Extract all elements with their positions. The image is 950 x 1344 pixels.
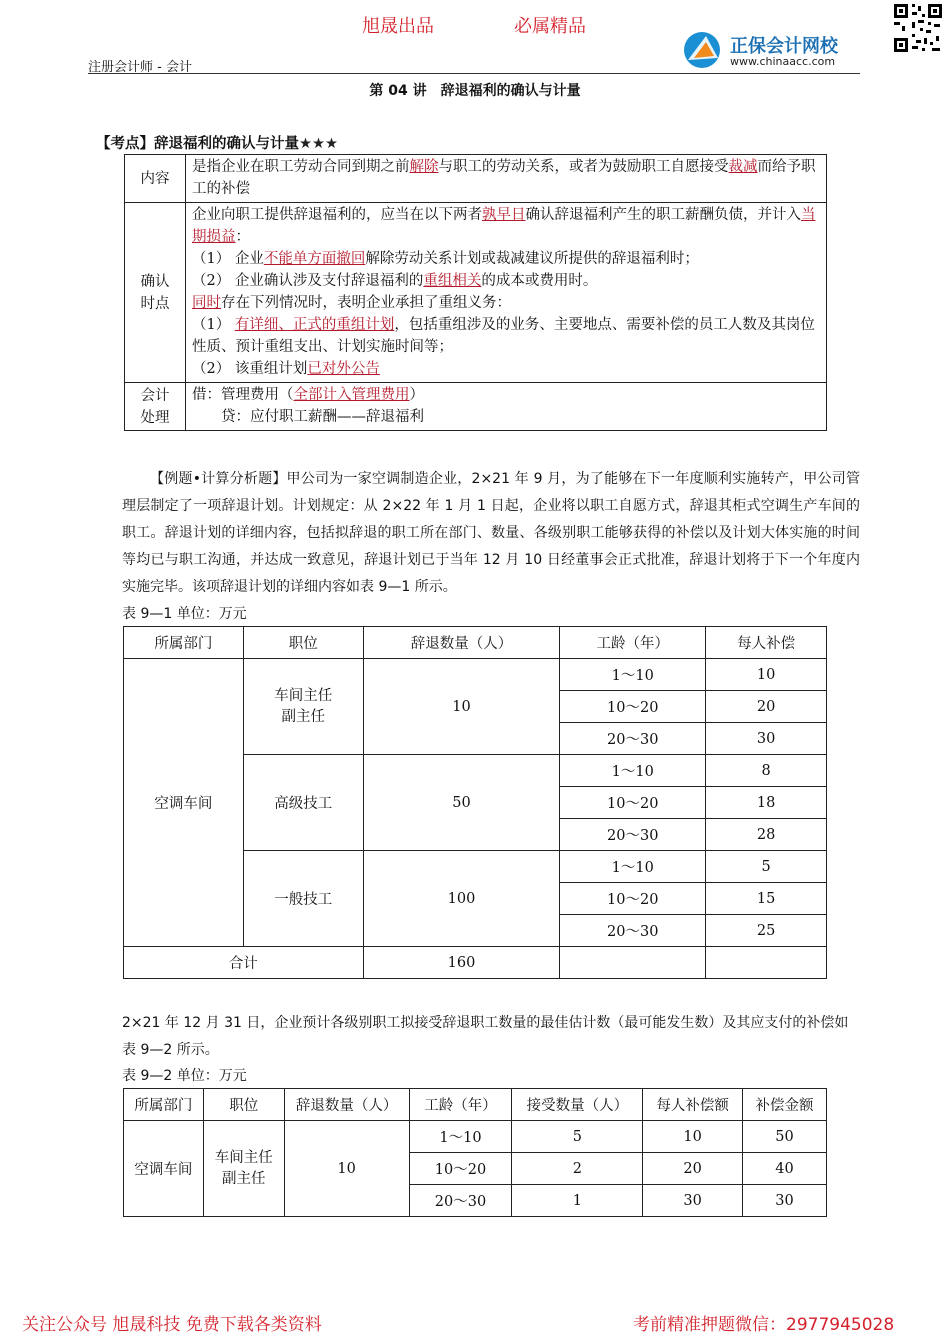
body-text: 企业向职工提供辞退福利的，应当在以下两者 — [192, 207, 482, 223]
body-text: ） — [409, 387, 424, 403]
tenure-cell: 10～20 — [409, 1153, 512, 1185]
amount-cell: 30 — [743, 1185, 827, 1217]
timing-line — [192, 358, 820, 380]
emphasis-text: 孰早日 — [482, 207, 526, 223]
tenure-cell: 20～30 — [560, 819, 706, 851]
table2-header-cell: 所属部门 — [124, 1089, 204, 1121]
total-label: 合计 — [124, 947, 364, 979]
dept-cell: 空调车间 — [124, 659, 244, 947]
accounting-label-2: 处理 — [140, 409, 170, 426]
comp-cell: 15 — [706, 883, 827, 915]
comp-cell: 20 — [706, 691, 827, 723]
body-text: 的成本或费用时。 — [481, 273, 598, 289]
kaodian-heading — [96, 132, 338, 153]
timing-label — [125, 203, 186, 383]
comp-cell: 8 — [706, 755, 827, 787]
content-label: 内容 — [125, 155, 186, 203]
body-text: （2） 企业确认涉及支付辞退福利的 — [192, 273, 424, 289]
accept-cell: 5 — [512, 1121, 643, 1153]
tenure-cell: 20～30 — [560, 723, 706, 755]
table2-header-cell: 职位 — [203, 1089, 284, 1121]
logo-url: www.chinaacc.com — [730, 55, 836, 68]
table1 — [123, 626, 827, 979]
emphasis-text: 已对外公告 — [307, 361, 380, 377]
debit-line — [192, 384, 820, 406]
body-text: 借：管理费用（ — [192, 387, 294, 403]
empty-cell — [706, 947, 827, 979]
table-row — [124, 659, 827, 691]
table1-header-cell: 每人补偿 — [706, 627, 827, 659]
timing-line — [192, 248, 820, 270]
count-cell: 10 — [363, 659, 560, 755]
total-row — [124, 947, 827, 979]
position-cell — [243, 659, 363, 755]
example-paragraph: 【例题•计算分析题】甲公司为一家空调制造企业，2×21 年 9 月，为了能够在下一年度顺利实施转产，甲公司管理层制定了一项辞退计划。计划规定：从 2×22 年 1 月 1 日起，企业将以职工自愿方式，辞退其柜式空调生产车间的职工。辞退计划的详细内容，包括拟辞退的职工所在部门、数量、各级别职工能够获得的补偿以及计划大体实施的时间等均已与职工沟通，并达成一致意见，辞退计划已于当年 12 月 10 日经董事会正式批准，辞退计划将于下一个年度内实施完毕。该项辞退计划的详细内容如表 9—1 所示。 — [122, 471, 860, 595]
body-text: （1） — [192, 317, 235, 333]
position-line: 副主任 — [281, 708, 325, 725]
position-line: 副主任 — [222, 1170, 266, 1187]
timing-label-2: 时点 — [140, 295, 170, 312]
logo — [680, 30, 860, 70]
credit-line: 贷：应付职工薪酬——辞退福利 — [192, 409, 424, 425]
emphasis-text: 重组相关 — [423, 273, 482, 289]
count-cell: 50 — [363, 755, 560, 851]
logo-name: 正保会计网校 — [730, 36, 838, 57]
accounting-label-1: 会计 — [140, 387, 170, 404]
table1-header-cell: 工龄（年） — [560, 627, 706, 659]
comp-cell: 28 — [706, 819, 827, 851]
accept-cell: 2 — [512, 1153, 643, 1185]
count-cell: 100 — [363, 851, 560, 947]
estimate-paragraph: 2×21 年 12 月 31 日，企业预计各级别职工拟接受辞退职工数量的最佳估计数（最可能发生数）及其应支付的补偿如表 9—2 所示。 — [122, 1015, 849, 1058]
body-text: （2） 该重组计划 — [192, 361, 308, 377]
kaodian-stars: ★★★ — [299, 136, 338, 152]
table2-header-cell: 每人补偿额 — [643, 1089, 743, 1121]
tenure-cell: 1～10 — [560, 755, 706, 787]
table2 — [123, 1088, 827, 1217]
accept-cell: 1 — [512, 1185, 643, 1217]
table2-header-cell: 补偿金额 — [743, 1089, 827, 1121]
body-text: 是指企业在职工劳动合同到期之前 — [192, 159, 410, 175]
body-text: （1） 企业 — [192, 251, 264, 267]
table-row — [124, 1121, 827, 1153]
table2-header-cell: 辞退数量（人） — [284, 1089, 409, 1121]
emphasis-text: 不能单方面撤回 — [263, 251, 366, 267]
comp-cell: 18 — [706, 787, 827, 819]
comp-cell: 10 — [643, 1121, 743, 1153]
body-text: ，包括重组涉及的业务、主要地点、需要补偿的员工人数及其岗位性质、预计重组支出、计划实施时间等； — [192, 317, 815, 355]
accounting-text — [186, 383, 827, 431]
timing-line — [192, 314, 820, 358]
logo-mark-icon — [680, 30, 728, 70]
amount-cell: 50 — [743, 1121, 827, 1153]
table1-header-row — [124, 627, 827, 659]
kaodian-label: 【考点】辞退福利的确认与计量 — [96, 136, 299, 152]
qr-code-icon — [892, 2, 944, 54]
header-divider — [88, 73, 860, 74]
comp-cell: 10 — [706, 659, 827, 691]
tenure-cell: 10～20 — [560, 883, 706, 915]
body-text: 而给予职工的补偿 — [192, 159, 816, 197]
tenure-cell: 10～20 — [560, 691, 706, 723]
position-cell — [203, 1121, 284, 1217]
amount-cell: 40 — [743, 1153, 827, 1185]
emphasis-text: 解除 — [409, 159, 439, 175]
table1-caption: 表 9—1 单位：万元 — [122, 606, 247, 622]
position-cell: 高级技工 — [243, 755, 363, 851]
content-text — [186, 155, 827, 203]
timing-row — [125, 203, 827, 383]
table2-header-cell: 工龄（年） — [409, 1089, 512, 1121]
comp-cell: 25 — [706, 915, 827, 947]
table1-header-cell: 职位 — [243, 627, 363, 659]
timing-label-1: 确认 — [140, 273, 170, 290]
timing-text — [186, 203, 827, 383]
total-count: 160 — [363, 947, 560, 979]
emphasis-text: 当期损益 — [192, 207, 816, 245]
emphasis-text: 裁减 — [728, 159, 758, 175]
emphasis-text: 全部计入管理费用 — [293, 387, 410, 403]
comp-cell: 5 — [706, 851, 827, 883]
tenure-cell: 1～10 — [560, 659, 706, 691]
body-text: 解除劳动关系计划或裁减建议所提供的辞退福利时； — [365, 251, 699, 267]
position-line: 车间主任 — [214, 1149, 273, 1166]
lecture-title: 第 04 讲 辞退福利的确认与计量 — [369, 83, 581, 99]
timing-line — [192, 292, 820, 314]
timing-line — [192, 270, 820, 292]
count-cell: 10 — [284, 1121, 409, 1217]
accounting-label — [125, 383, 186, 431]
dept-cell: 空调车间 — [124, 1121, 204, 1217]
position-cell: 一般技工 — [243, 851, 363, 947]
table2-header-row — [124, 1089, 827, 1121]
banner-right: 必属精品 — [514, 16, 586, 37]
tenure-cell: 20～30 — [560, 915, 706, 947]
table2-header-cell: 接受数量（人） — [512, 1089, 643, 1121]
course-name: 注册会计师 - 会计 — [88, 60, 192, 75]
table1-header-cell: 辞退数量（人） — [363, 627, 560, 659]
body-text: 存在下列情况时，表明企业承担了重组义务： — [221, 295, 511, 311]
tenure-cell: 10～20 — [560, 787, 706, 819]
footer-right: 考前精准押题微信：2977945028 — [633, 1315, 895, 1335]
tenure-cell: 1～10 — [560, 851, 706, 883]
comp-cell: 20 — [643, 1153, 743, 1185]
table1-header-cell: 所属部门 — [124, 627, 244, 659]
position-line: 车间主任 — [274, 687, 333, 704]
tenure-cell: 1～10 — [409, 1121, 512, 1153]
content-row — [125, 155, 827, 203]
accounting-row — [125, 383, 827, 431]
emphasis-text: 同时 — [192, 295, 221, 311]
timing-line — [192, 204, 820, 248]
concept-table — [124, 154, 827, 431]
body-text: ： — [235, 229, 250, 245]
banner-left: 旭晟出品 — [362, 16, 434, 37]
comp-cell: 30 — [643, 1185, 743, 1217]
tenure-cell: 20～30 — [409, 1185, 512, 1217]
body-text: 与职工的劳动关系，或者为鼓励职工自愿接受 — [438, 159, 729, 175]
table2-caption: 表 9—2 单位：万元 — [122, 1068, 247, 1084]
body-text: 确认辞退福利产生的职工薪酬负债，并计入 — [525, 207, 801, 223]
footer-left: 关注公众号 旭晟科技 免费下载各类资料 — [22, 1315, 322, 1335]
emphasis-text: 有详细、正式的重组计划 — [234, 317, 395, 333]
empty-cell — [560, 947, 706, 979]
comp-cell: 30 — [706, 723, 827, 755]
